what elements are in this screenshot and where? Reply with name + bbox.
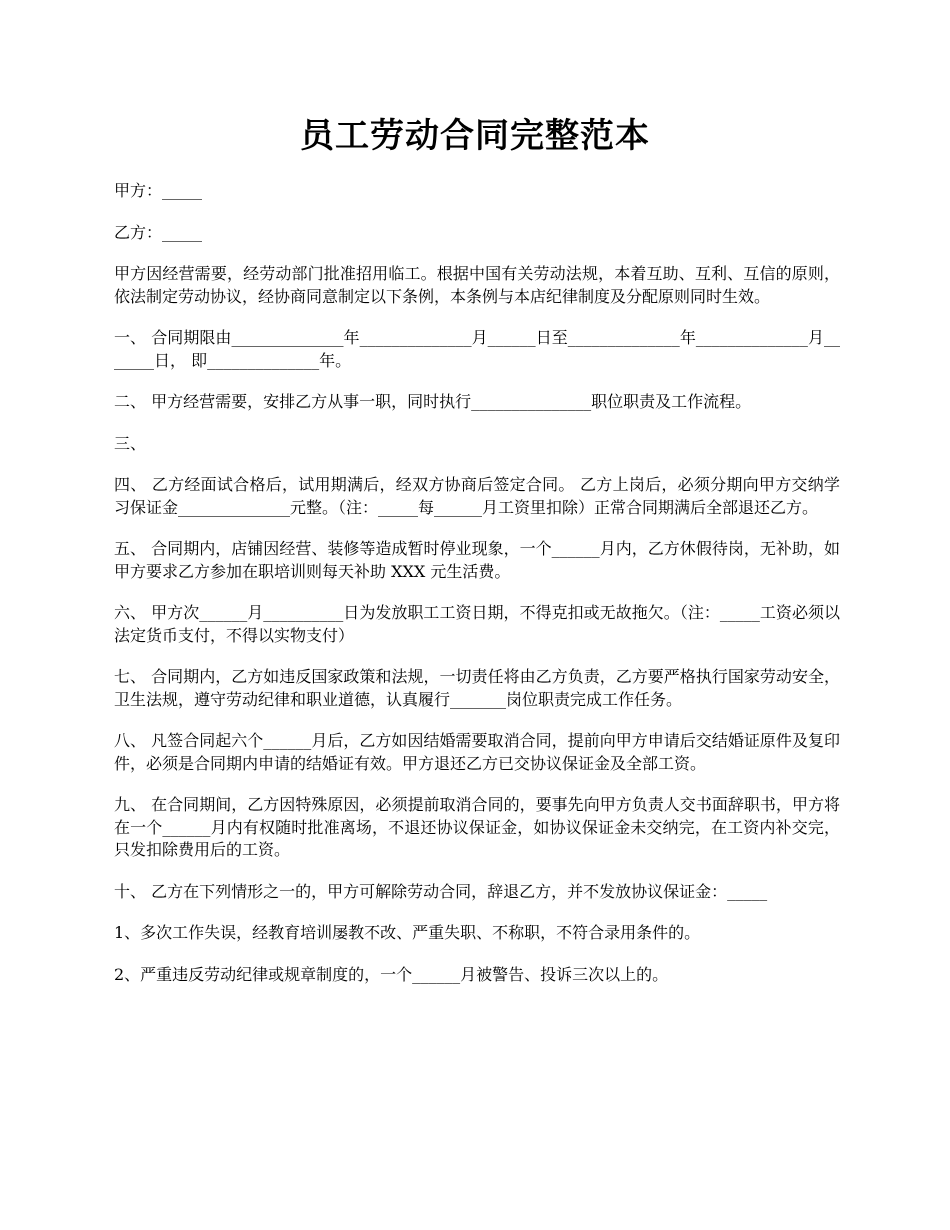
clause-7: 七、 合同期内，乙方如违反国家政策和法规，一切责任将由乙方负责，乙方要严格执行国家劳动安全，卫生法规，遵守劳动纪律和职业道德，认真履行_______岗位职责完成工作任务。: [114, 667, 840, 709]
document-title: 员工劳动合同完整范本: [300, 116, 650, 156]
party-a-line: 甲方：_____: [114, 181, 203, 200]
clause-9: 九、 在合同期间，乙方因特殊原因，必须提前取消合同的，要事先向甲方负责人交书面辞职书，甲方将在一个______月内有权随时批准离场，不退还协议保证金，如协议保证金未交纳完，在工资内补交完，只发扣除费用后的工资。: [114, 795, 840, 859]
clause-2: 二、 甲方经营需要，安排乙方从事一职，同时执行_______________职位职责及工作流程。: [114, 392, 752, 411]
clause-5: 五、 合同期内，店铺因经营、装修等造成暂时停业现象，一个______月内，乙方休假待岗，无补助，如甲方要求乙方参加在职培训则每天补助 XXX 元生活费。: [114, 539, 840, 581]
clause-1: 一、 合同期限由______________年______________月______日至______________年______________月_______日， 即______________年。: [114, 328, 840, 370]
clause-4: 四、 乙方经面试合格后，试用期满后，经双方协商后签定合同。 乙方上岗后，必须分期向甲方交纳学习保证金______________元整。（注：_____每______月工资里扣除）正常合同期满后全部退还乙方。: [114, 475, 840, 517]
preamble-paragraph: 甲方因经营需要，经劳动部门批准招用临工。根据中国有关劳动法规，本着互助、互利、互信的原则，依法制定劳动协议，经协商同意制定以下条例，本条例与本店纪律制度及分配原则同时生效。: [114, 264, 840, 306]
clause-10: 十、 乙方在下列情形之一的，甲方可解除劳动合同，辞退乙方，并不发放协议保证金：_____: [114, 881, 768, 901]
clause-10-item-1: 1、多次工作失误，经教育培训屡教不改、严重失职、不称职，不符合录用条件的。: [114, 923, 701, 942]
party-b-line: 乙方：_____: [114, 222, 203, 242]
clause-3: 三、: [114, 433, 147, 453]
document-body: [114, 180, 840, 1005]
clause-8: 八、 凡签合同起六个______月后，乙方如因结婚需要取消合同，提前向甲方申请后交结婚证原件及复印件，必须是合同期内申请的结婚证有效。甲方退还乙方已交协议保证金及全部工资。: [114, 731, 840, 773]
clause-6: 六、 甲方次______月__________日为发放职工工资日期，不得克扣或无故拖欠。（注：_____工资必须以法定货币支付，不得以实物支付）: [114, 603, 840, 645]
clause-10-item-2: 2、严重违反劳动纪律或规章制度的，一个______月被警告、投诉三次以上的。: [114, 964, 669, 984]
